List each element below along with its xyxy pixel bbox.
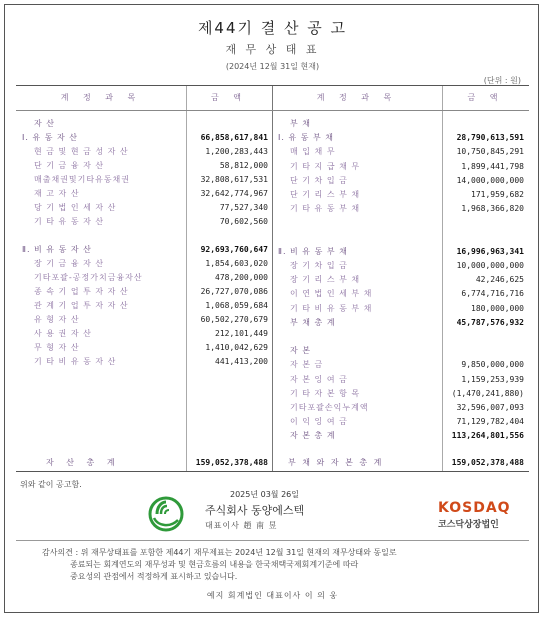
account-label: 기타포괄손익누계액 <box>290 403 369 412</box>
account-amount: 9,850,000,000 <box>461 360 524 370</box>
table-row <box>272 316 528 329</box>
account-amount: 60,502,270,679 <box>200 315 268 324</box>
account-label: Ⅰ. 유 동 자 산 <box>22 133 78 142</box>
statement-date: (2024년 12월 31일 현재) <box>225 62 320 71</box>
account-label: 부 채 총 계 <box>290 317 336 327</box>
account-label: 기 타 자 본 항 목 <box>290 388 361 398</box>
account-amount: 212,101,449 <box>215 329 268 338</box>
footer-divider <box>16 540 529 541</box>
account-amount: 26,727,070,086 <box>200 287 268 296</box>
account-label: 사 용 권 자 산 <box>34 329 92 338</box>
table-row <box>272 429 528 442</box>
table-row <box>272 302 528 315</box>
audit-line: 중요성의 관점에서 적정하게 표시하고 있습니다. <box>70 572 238 581</box>
table-row <box>16 285 272 298</box>
account-label: 자 본 총 계 <box>290 431 336 441</box>
account-amount: 77,527,340 <box>219 203 268 212</box>
table-row <box>16 187 272 200</box>
total-liab-equity-row <box>272 456 529 469</box>
signature-date: 2025년 03월 26일 <box>230 490 299 499</box>
table-row <box>272 131 528 144</box>
account-amount: 58,812,000 <box>219 161 268 170</box>
table-row <box>272 401 528 414</box>
table-row <box>272 415 528 428</box>
account-amount: 32,642,774,967 <box>200 189 268 198</box>
company-name: 주식회사 동양에스텍 <box>205 504 305 517</box>
account-amount: 1,968,366,820 <box>461 204 524 214</box>
account-label: 부 채 <box>290 119 311 128</box>
account-amount: 32,808,617,531 <box>200 175 268 184</box>
total-liab-equity-label: 부 채 와 자 본 총 계 <box>288 458 384 467</box>
account-label: 매출채권및기타유동채권 <box>34 175 131 184</box>
account-label: 기 타 비 유 동 부 채 <box>290 303 373 313</box>
audit-line: 종료되는 회계연도의 재무성과 및 현금흐름의 내용을 한국채택국제회계기준에 따라 <box>70 560 359 569</box>
account-label: Ⅱ. 비 유 동 자 산 <box>22 245 92 254</box>
account-label: 단 기 리 스 부 채 <box>290 190 361 199</box>
account-label: 기 타 유 동 자 산 <box>34 217 105 226</box>
account-label: 기타포괄-공정가치금융자산 <box>34 273 143 282</box>
table-row <box>16 355 272 368</box>
account-amount: 42,246,625 <box>475 275 524 285</box>
table-row <box>272 188 528 201</box>
account-amount: 45,787,576,932 <box>456 317 524 327</box>
table-row <box>16 201 272 214</box>
account-amount: 113,264,801,556 <box>451 431 524 441</box>
account-label: 기 타 유 동 부 채 <box>290 204 361 214</box>
account-amount: 1,899,441,798 <box>461 161 524 171</box>
table-row <box>272 373 528 386</box>
account-label: 자 본 <box>290 346 311 356</box>
account-label: 단 기 차 입 금 <box>290 175 348 185</box>
page-title: 제44기 결 산 공 고 <box>197 19 348 37</box>
account-amount: 1,410,042,629 <box>205 343 268 352</box>
auditor-name: 예지 회계법인 대표이사 이 의 웅 <box>206 591 339 600</box>
table-row <box>272 174 528 187</box>
total-assets-label: 자 산 총 계 <box>46 458 120 467</box>
audit-line: 감사의견 : 위 재무상태표를 포함한 제44기 재무제표는 2024년 12월 31일 현재의 재무상태와 동일로 <box>42 548 397 557</box>
table-row <box>16 341 272 354</box>
account-label: 당 기 법 인 세 자 산 <box>34 203 117 212</box>
table-row <box>272 160 528 173</box>
table-row <box>272 202 528 215</box>
table-row <box>16 243 272 256</box>
account-amount: 10,000,000,000 <box>456 261 524 270</box>
account-label: 자 본 금 <box>290 360 324 370</box>
account-amount: 171,959,682 <box>471 190 524 199</box>
account-label: 현 금 및 현 금 성 자 산 <box>34 147 129 156</box>
account-amount: 66,858,617,841 <box>200 133 268 142</box>
account-amount: 71,129,782,404 <box>456 417 524 427</box>
account-label: 단 기 금 융 자 산 <box>34 161 105 170</box>
account-label: 이 연 법 인 세 부 채 <box>290 289 373 299</box>
account-label: 자 본 잉 여 금 <box>290 374 348 384</box>
account-amount: 6,774,716,716 <box>461 289 524 299</box>
table-row <box>16 159 272 172</box>
account-amount: 70,602,560 <box>219 217 268 226</box>
table-row <box>16 145 272 158</box>
account-amount: 1,068,059,684 <box>205 301 268 310</box>
account-amount: 1,200,283,443 <box>205 147 268 156</box>
account-label: 매 입 채 무 <box>290 147 336 157</box>
account-amount: 1,159,253,939 <box>461 374 524 384</box>
table-row <box>272 273 528 286</box>
account-amount: 16,996,963,341 <box>456 246 524 256</box>
account-label: 자 산 <box>34 119 55 128</box>
account-amount: 478,200,000 <box>215 273 268 282</box>
account-label: 무 형 자 산 <box>34 343 80 352</box>
account-amount: 10,750,845,291 <box>456 147 524 157</box>
header-account-right: 계 정 과 목 <box>316 93 398 102</box>
account-amount: 14,000,000,000 <box>456 175 524 185</box>
account-amount: 32,596,007,093 <box>456 403 524 412</box>
account-amount: 180,000,000 <box>471 303 524 313</box>
unit-label: (단위 : 원) <box>483 76 521 85</box>
account-label: 이 익 잉 여 금 <box>290 417 348 427</box>
account-amount: 92,693,760,647 <box>200 245 268 254</box>
account-label: 기 타 비 유 동 자 산 <box>34 357 117 366</box>
table-row <box>272 216 528 229</box>
account-amount: 28,790,613,591 <box>456 133 524 143</box>
table-row <box>16 299 272 312</box>
total-liab-equity-amount: 159,052,378,488 <box>451 458 524 467</box>
kosdaq-logo: KOSDAQ <box>438 500 511 516</box>
table-row <box>16 173 272 186</box>
account-label: 종 속 기 업 투 자 자 산 <box>34 287 129 296</box>
account-label: 관 계 기 업 투 자 자 산 <box>34 301 129 310</box>
table-row <box>272 245 528 258</box>
table-row <box>272 145 528 158</box>
table-row <box>272 344 528 357</box>
table-row <box>272 387 528 400</box>
table-row <box>16 271 272 284</box>
account-label: 장 기 금 융 자 산 <box>34 259 105 268</box>
table-row <box>272 330 528 343</box>
balance-sheet-table <box>16 85 529 472</box>
table-row <box>16 327 272 340</box>
table-row <box>16 117 272 130</box>
account-amount: 1,854,603,020 <box>205 259 268 268</box>
header-amount-left: 금 액 <box>211 93 247 102</box>
account-label: Ⅰ. 유 동 부 채 <box>278 133 334 143</box>
table-row <box>272 287 528 300</box>
table-row <box>16 257 272 270</box>
table-row <box>16 215 272 228</box>
table-row <box>272 231 528 244</box>
account-label: 유 형 자 산 <box>34 315 80 324</box>
table-row <box>16 313 272 326</box>
total-assets-amount: 159,052,378,488 <box>195 458 268 467</box>
account-label: 재 고 자 산 <box>34 189 80 198</box>
table-row <box>272 259 528 272</box>
header-account-left: 계 정 과 목 <box>60 93 142 102</box>
account-label: 기 타 지 급 채 무 <box>290 161 361 171</box>
account-label: 장 기 차 입 금 <box>290 261 348 270</box>
statement-title: 재 무 상 태 표 <box>225 43 320 56</box>
notice-text: 위와 같이 공고함. <box>20 480 82 489</box>
company-logo-icon <box>148 496 184 532</box>
header-rule <box>16 110 529 111</box>
total-assets-row <box>16 456 272 469</box>
account-amount: (1,470,241,880) <box>451 388 524 398</box>
kosdaq-label: 코스닥상장법인 <box>438 520 499 530</box>
account-label: 장 기 리 스 부 채 <box>290 275 361 285</box>
header-amount-right: 금 액 <box>467 93 504 102</box>
ceo-name: 대표이사 趙 南 昱 <box>205 521 278 530</box>
table-row <box>16 131 272 144</box>
audit-opinion <box>42 547 512 583</box>
account-amount: 441,413,200 <box>215 357 268 366</box>
account-label: Ⅱ. 비 유 동 부 채 <box>278 246 348 256</box>
table-row <box>16 229 272 242</box>
table-row <box>272 358 528 371</box>
table-row <box>272 117 528 130</box>
